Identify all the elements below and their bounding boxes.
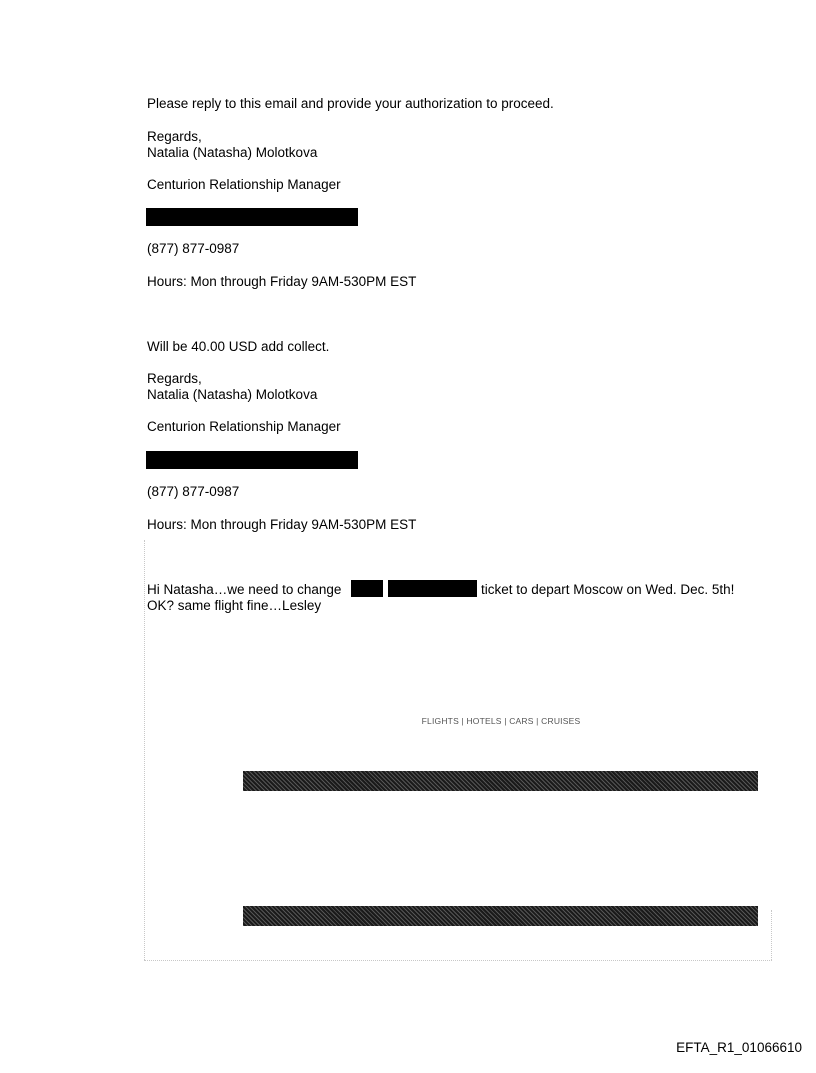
redaction-block xyxy=(388,580,477,597)
sig2-hours: Hours: Mon through Friday 9AM-530PM EST xyxy=(147,517,417,532)
sig1-phone: (877) 877-0987 xyxy=(147,241,240,256)
request-text-end: ticket to depart Moscow on Wed. Dec. 5th! xyxy=(481,582,735,597)
redaction-block xyxy=(146,208,358,226)
intro-text: Please reply to this email and provide your authorization to proceed. xyxy=(147,96,554,111)
sig2-regards: Regards, xyxy=(147,371,202,386)
sig1-title: Centurion Relationship Manager xyxy=(147,177,341,192)
travel-nav-links: FLIGHTS | HOTELS | CARS | CRUISES xyxy=(421,716,581,726)
sig1-hours: Hours: Mon through Friday 9AM-530PM EST xyxy=(147,274,417,289)
fee-text: Will be 40.00 USD add collect. xyxy=(147,339,330,354)
sig2-phone: (877) 877-0987 xyxy=(147,484,240,499)
redaction-block xyxy=(351,580,383,597)
redaction-banner xyxy=(243,771,758,791)
sig1-regards: Regards, xyxy=(147,129,202,144)
document-id: EFTA_R1_01066610 xyxy=(676,1040,802,1055)
sig2-title: Centurion Relationship Manager xyxy=(147,419,341,434)
email-frame-left-border xyxy=(144,540,145,960)
redaction-banner xyxy=(243,906,758,926)
sig1-name: Natalia (Natasha) Molotkova xyxy=(147,145,318,160)
email-frame-bottom-border xyxy=(144,960,772,961)
request-signoff: OK? same flight fine…Lesley xyxy=(147,598,322,613)
sig2-name: Natalia (Natasha) Molotkova xyxy=(147,387,318,402)
request-text-start: Hi Natasha…we need to change xyxy=(147,582,342,597)
redaction-block xyxy=(146,451,358,469)
email-frame-right-border xyxy=(771,910,772,960)
